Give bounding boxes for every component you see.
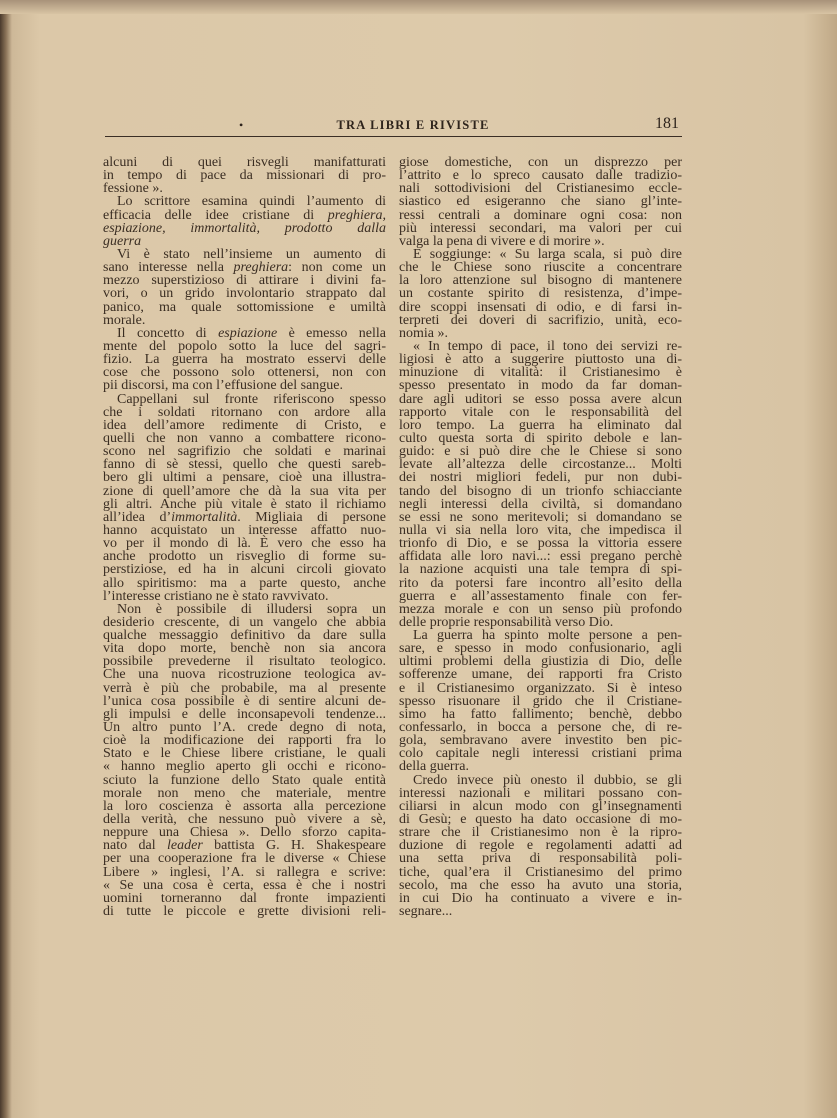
text-segment: un costante spirito di resistenza, d’impe- (399, 286, 682, 302)
text-segment: « Se una cosa è certa, essa è che i nostri (103, 877, 386, 893)
header-rule (105, 136, 682, 137)
text-segment: nulla vi sia nella loro vita, che impedisca il (399, 522, 682, 538)
text-segment: cioè la modificazione dei rapporti fra lo (103, 733, 386, 749)
text-segment: trionfo di Dio, e se possa la vittoria essere (399, 536, 682, 552)
text-segment: nato dal (103, 838, 168, 854)
text-segment: la nazione acquisti una tale tempra di spi- (399, 562, 682, 578)
text-segment: siastico ed esigeranno che siano gl’inte- (399, 194, 682, 210)
text-segment: rapporto vitale con le responsabilità del (399, 404, 682, 420)
text-segment: sare, e spesso in modo confusionario, agli (399, 641, 682, 657)
text-segment: in tempo di pace da missionari di pro- (103, 168, 386, 184)
text-segment: sciuto la funzione dello Stato quale entità (103, 772, 386, 788)
text-segment: di Gesù; e questo ha dato occasione di mo- (399, 812, 682, 828)
text-segment: : non come un (288, 260, 386, 276)
text-segment: all’idea d’ (103, 509, 172, 525)
italic-text: guerra (103, 233, 142, 249)
text-segment: nali sottodivisioni del Cristianesimo eccle- (399, 181, 682, 197)
text-segment: scono nel sagrifizio che soldati e marinai (103, 444, 386, 460)
text-segment: neppure una Chiesa ». Dello sforzo capita- (103, 825, 386, 841)
text-segment: dire scoppi insensati di odio, e di farsi in- (399, 299, 682, 315)
text-segment: fessione ». (103, 181, 163, 197)
text-segment: sano interesse nella (103, 260, 234, 276)
text-segment: affidata alle loro navi...: essi pregano perchè (399, 549, 682, 565)
text-segment: morale non meno che materiale, mentre (103, 785, 386, 801)
text-segment: colo capitale negli interessi cristiani prima (399, 746, 682, 762)
text-segment: qualche messaggio definitivo da dare sulla (103, 628, 386, 644)
text-segment: Il concetto di (117, 325, 219, 341)
text-segment: l’interesse cristiano ne è stato ravvivato. (103, 588, 329, 604)
text-segment: minuzione di vitalità: il Cristianesimo è (399, 365, 682, 381)
text-segment: morale. (103, 312, 146, 328)
text-segment: fanno di sè stessi, quello che questi sareb- (103, 457, 386, 473)
text-segment: culto questa sorta di spirito debole e lan- (399, 430, 682, 446)
text-column-left (103, 156, 386, 918)
text-segment: per una cooperazione fra le diverse « Chiese (103, 851, 386, 867)
text-line (103, 301, 386, 314)
text-segment: rito da potersi fare incontro all’esito della (399, 575, 682, 591)
text-segment: dare agli uditori se esso possa avere alcun (399, 391, 682, 407)
text-segment: verrà è più che probabile, ma al presente (103, 680, 386, 696)
text-segment: Che una nuova ricostruzione teologica av- (103, 667, 386, 683)
page-number: 181 (655, 115, 679, 132)
text-segment: della verità, che nessuno può vivere a sè, (103, 812, 386, 828)
text-segment: più interessi secondari, ma valori per cui (399, 220, 682, 236)
text-segment: possibile prevederne il risultato teologico. (103, 654, 386, 670)
paragraph (399, 774, 682, 919)
text-segment: Lo scrittore esamina quindi l’aumento di (117, 194, 386, 210)
text-segment: vori, o un grido involontario strappato dal (103, 286, 386, 302)
text-segment: ultimi problemi della giustizia di Dio, delle (399, 654, 682, 670)
text-segment: battista G. H. Shakespeare (202, 838, 386, 854)
text-segment: E soggiunge: « Su larga scala, si può dire (413, 246, 682, 262)
text-segment: uomini torneranno dal fronte impazienti (103, 890, 386, 906)
paragraph (103, 393, 386, 603)
text-segment: efficacia delle idee cristiane di (103, 207, 328, 223)
header-title: TRA LIBRI E RIVISTE (336, 118, 490, 132)
text-segment: quelli che non vanno a combattere ricono- (103, 430, 386, 446)
text-segment: levate all’altezza delle circostanze... Molti (399, 457, 682, 473)
text-segment: secolo, ma che esso ha avuto una storia, (399, 877, 682, 893)
text-segment: « hanno meglio aperto gli occhi e ricono- (103, 759, 386, 775)
text-segment: delle proprie responsabilità verso Dio. (399, 614, 614, 630)
text-segment: se essi ne sono meritevoli; si domandano se (399, 509, 682, 525)
text-segment: alcuni di quei risvegli manifatturati (103, 155, 386, 170)
text-segment: desiderio crescente, di un vangelo che abbia (103, 614, 386, 630)
text-segment: bero gli ultimi a pensare, cioè una illustra- (103, 470, 386, 486)
text-segment: panico, ma quale sottomissione e umiltà (103, 299, 386, 315)
italic-text: espiazione (218, 325, 278, 341)
text-segment: che le Chiese sono riuscite a concentrare (399, 260, 682, 276)
text-segment: tando del bisogno di un trionfo schiacciante (399, 483, 682, 499)
text-segment: perstiziose, ed ha in alcuni circoli giovato (103, 562, 386, 578)
text-segment: sofferenze umane, dei rapporti fra Cristo (399, 667, 682, 683)
text-segment: mezza morale e con un senso più profondo (399, 601, 682, 617)
text-segment: giose domestiche, con un disprezzo per (399, 155, 682, 170)
text-line (399, 905, 682, 918)
text-segment: fizio. La guerra ha mostrato esservi delle (103, 352, 386, 368)
text-segment: Vi è stato nell’insieme un aumento di (117, 246, 386, 262)
text-segment: dei nostri migliori fedeli, pur non dubi- (399, 470, 682, 486)
text-segment: allo spiritismo: ma a parte questo, anche (103, 575, 386, 591)
paragraph (399, 248, 682, 340)
text-segment: terpreti dei doveri di sacrifizio, unità, eco- (399, 312, 682, 328)
text-segment: vo per il mondo di là. È vero che esso ha (103, 536, 386, 552)
text-segment: segnare... (399, 904, 453, 920)
text-segment: ciliarsi in alcun modo con gl’insegnamenti (399, 798, 682, 814)
paragraph (103, 603, 386, 918)
text-segment: anche prodotto un risveglio di forme su- (103, 549, 386, 565)
italic-text: immortalità (171, 509, 238, 525)
paragraph (103, 195, 386, 248)
text-segment: mente del popolo sotto la luce del sagri- (103, 338, 386, 354)
italic-text: leader (167, 838, 203, 854)
text-segment: valga la pena di vivere e di morire ». (399, 233, 605, 249)
text-segment: « In tempo di pace, il tono dei servizi re- (413, 338, 682, 354)
italic-text: espiazione, immortalità, prodotto dalla (103, 220, 386, 236)
italic-text: preghiera, (327, 207, 386, 223)
text-segment: la loro attenzione sul bisogno di mantenere (399, 273, 682, 289)
text-segment: l’unica cosa possibile è di sentire alcuni de- (103, 693, 386, 709)
italic-text: preghiera (233, 260, 289, 276)
text-segment: cose che possono solo ottenersi, non con (103, 365, 386, 381)
text-segment: Libere » inglesi, l’A. si rallegra e scrive: (103, 864, 386, 880)
text-segment: Cappellani sul fronte riferiscono spesso (117, 391, 386, 407)
text-segment: gli impulsi e delle inconsapevoli tendenze... (103, 706, 386, 722)
text-segment: Non è possibile di illudersi sopra un (117, 601, 386, 617)
text-segment: strare che il Cristianesimo non è la ripro- (399, 825, 682, 841)
text-segment: la loro coscienza è assorta alla percezione (103, 798, 386, 814)
text-segment: Credo invece più onesto il dubbio, se gli (413, 772, 682, 788)
header-ornament: • (239, 118, 244, 132)
text-segment: Un altro punto l’A. crede degno di nota, (103, 720, 386, 736)
text-segment: idea dell’amore redimente di Cristo, e (103, 417, 386, 433)
text-segment: mezzo superstizioso di attirare i divini fa- (103, 273, 386, 289)
paragraph (103, 156, 386, 195)
paragraph (399, 629, 682, 774)
text-segment: spesso presentato in modo da far doman- (399, 378, 682, 394)
text-segment: guido: e si può dire che le Chiese si sono (399, 444, 682, 460)
text-segment: duzione di regole e regolamenti adatti ad (399, 838, 682, 854)
text-segment: pii discorsi, ma con l’effusione del sangue. (103, 378, 344, 394)
text-segment: che i soldati ritornano con ardore alla (103, 404, 386, 420)
text-segment: in cui Dio ha continuato a vivere e in- (399, 890, 682, 906)
paragraph (399, 156, 682, 248)
text-line (103, 905, 386, 918)
running-header (105, 115, 681, 137)
text-column-right (399, 156, 682, 918)
text-segment: loro tempo. La guerra ha eliminato dal (399, 417, 682, 433)
text-segment: della guerra. (399, 759, 469, 775)
text-segment: spesso risuonare il grido che il Cristiane- (399, 693, 682, 709)
text-segment: di tutte le piccole e grette divisioni reli- (103, 904, 386, 920)
text-segment: una setta priva di responsabilità poli- (399, 851, 682, 867)
text-segment: guerra e all’assestamento finale con fer- (399, 588, 682, 604)
paragraph (103, 327, 386, 393)
paragraph (103, 248, 386, 327)
text-segment: zione di quell’amore che dà la sua vita per (103, 483, 386, 499)
text-segment: confessarlo, in bocca a persone che, di re- (399, 720, 682, 736)
text-segment: nomia ». (399, 325, 448, 341)
text-line (103, 222, 386, 235)
text-segment: l’attrito e lo spreco causato dalle tradizio- (399, 168, 682, 184)
text-segment: simo ha fatto fallimento; benchè, debbo (399, 706, 682, 722)
paragraph (399, 340, 682, 629)
text-segment: ligiosi è atto a suggerire piuttosto una di- (399, 352, 682, 368)
text-segment: è emesso nella (277, 325, 386, 341)
text-segment: interessi nazionali e militari possano con- (399, 785, 682, 801)
text-segment: negli interessi della civiltà, si domandano (399, 496, 682, 512)
text-segment: vita dopo morte, benchè non sia ancora (103, 641, 386, 657)
text-segment: Stato e le Chiese libere cristiane, le quali (103, 746, 386, 762)
text-segment: hanno acquistato un interesse affatto nuo- (103, 522, 386, 538)
text-segment: ressi centrali a dominare ogni cosa: non (399, 207, 682, 223)
text-segment: gola, sembravano avere investito ben pic- (399, 733, 682, 749)
text-segment: . Migliaia di persone (237, 509, 386, 525)
text-segment: tiche, qual’era il Cristianesimo del primo (399, 864, 682, 880)
text-segment: gli altri. Anche più vitale è stato il richiamo (103, 496, 386, 512)
text-segment: e il Cristianesimo organizzato. Si è inteso (399, 680, 682, 696)
text-segment: La guerra ha spinto molte persone a pen- (413, 628, 682, 644)
